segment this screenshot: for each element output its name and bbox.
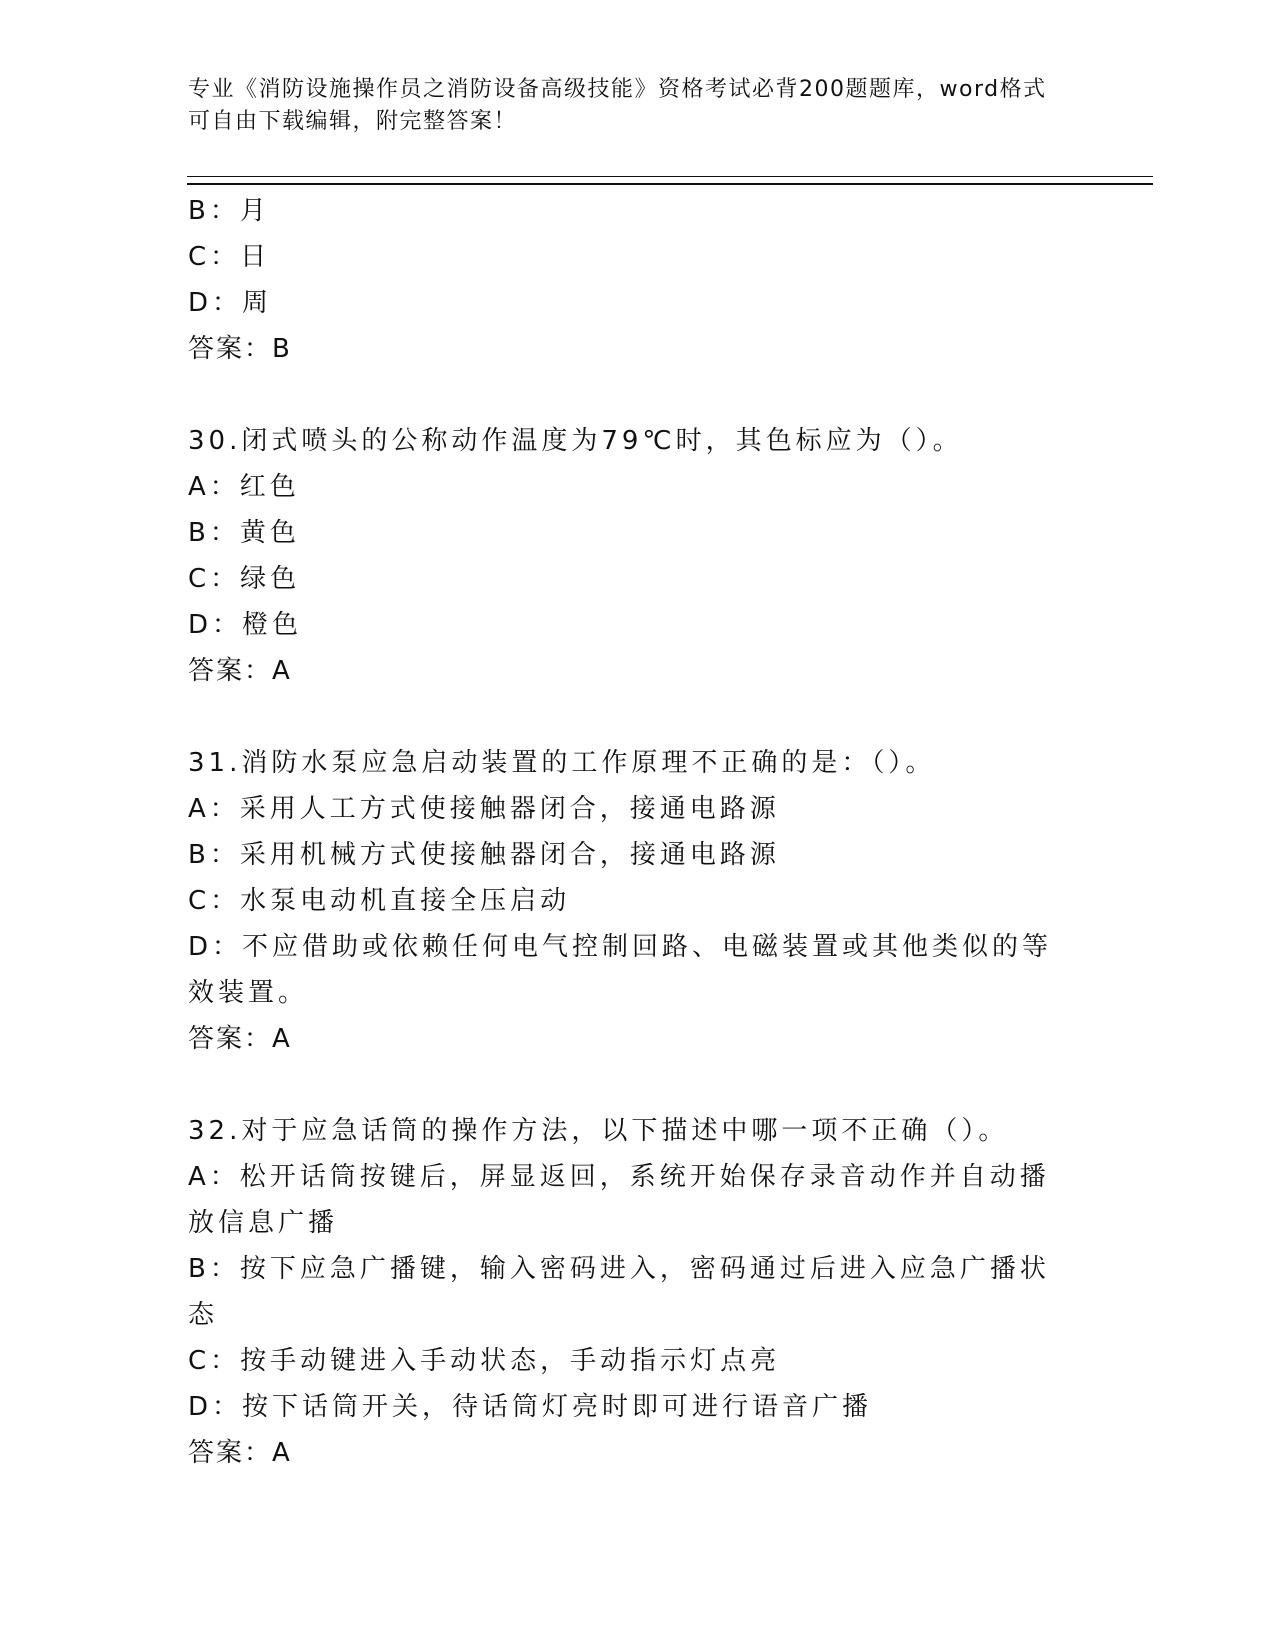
question-content [188,188,1078,1476]
option-d: D：橙色 [188,610,303,640]
answer-line: 答案：A [188,1024,292,1054]
option-c: C：日 [188,242,271,272]
question-text: 31.消防水泵应急启动装置的工作原理不正确的是：（）。 [188,748,936,778]
option-d: D：按下话筒开关，待话筒灯亮时即可进行语音广播 [188,1392,873,1422]
option-c: C：按手动键进入手动状态，手动指示灯点亮 [188,1346,781,1376]
option-b: B：按下应急广播键，输入密码进入，密码通过后进入应急广播状态 [188,1254,1050,1330]
question-text: 32.对于应急话筒的操作方法，以下描述中哪一项不正确（）。 [188,1116,1009,1146]
previous-question-tail [188,188,1078,372]
answer-line: 答案：B [188,334,292,364]
answer-line: 答案：A [188,1438,292,1468]
header-divider [187,176,1153,185]
option-d: D：不应借助或依赖任何电气控制回路、电磁装置或其他类似的等效装置。 [188,932,1053,1008]
option-b: B：月 [188,196,270,226]
page-header: 专业《消防设施操作员之消防设备高级技能》资格考试必背200题题库，word格式可自由下载编辑，附完整答案！ [188,77,1047,134]
option-d: D：周 [188,288,273,318]
option-a: A：红色 [188,472,300,502]
option-c: C：绿色 [188,564,301,594]
question-32 [188,1108,1078,1476]
answer-line: 答案：A [188,656,292,686]
option-a: A：松开话筒按键后，屏显返回，系统开始保存录音动作并自动播放信息广播 [188,1162,1050,1238]
option-c: C：水泵电动机直接全压启动 [188,886,571,916]
question-30 [188,418,1078,694]
option-b: B：采用机械方式使接触器闭合，接通电路源 [188,840,780,870]
option-b: B：黄色 [188,518,300,548]
option-a: A：采用人工方式使接触器闭合，接通电路源 [188,794,780,824]
question-31 [188,740,1078,1062]
question-text: 30.闭式喷头的公称动作温度为79℃时，其色标应为（）。 [188,426,963,456]
